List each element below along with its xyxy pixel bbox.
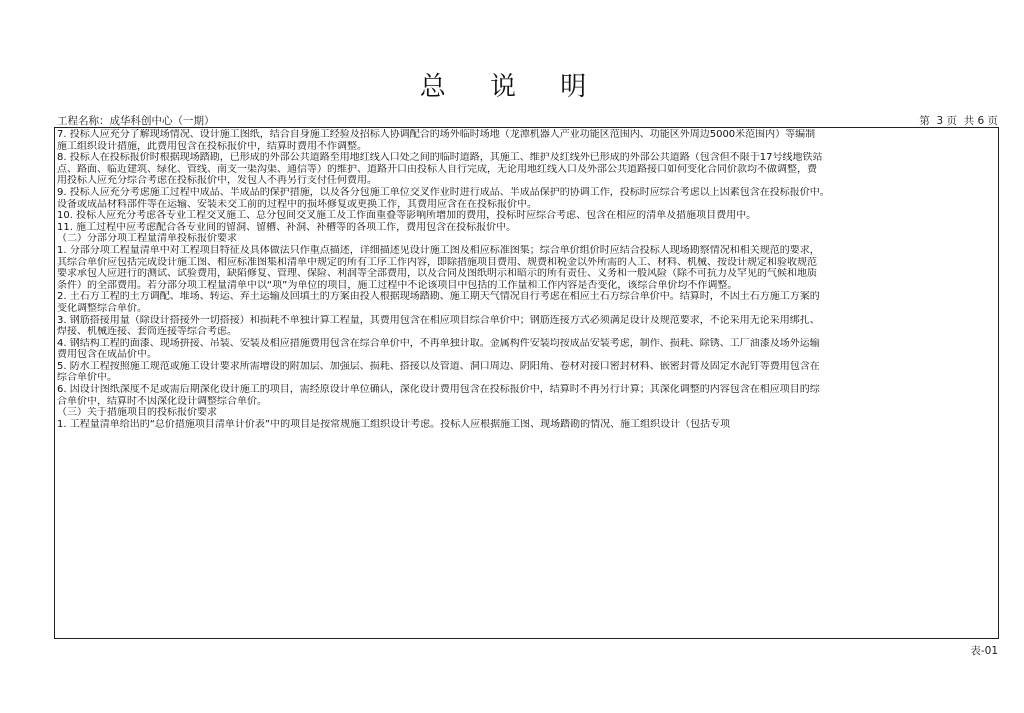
page-number: 第 3 页 共 6 页 [919, 115, 998, 127]
section-heading: （二）分部分项工程量清单投标报价要求 [57, 233, 237, 245]
description-box [54, 127, 999, 639]
text-line: 1. 分部分项工程量清单中对工程项目特征及具体做法只作重点描述，详细描述见设计施工图及相应标准图集；综合单价组价时应结合投标人现场勘察情况和相关规范的要求， [57, 244, 820, 256]
text-line: 设备或成品材料部件等在运输、安装未交工前的过程中的损坏修复或更换工作，其费用应含在在投标报价中。 [57, 198, 537, 210]
text-line: 8. 投标人在投标报价时根据现场踏勘，已形成的外部公共道路至用地红线入口处之间的临时道路，其施工、维护及红线外已形成的外部公共道路（包含但不限于17号线地铁站 [57, 152, 823, 164]
text-line: 费用包含在成品价中。 [57, 349, 157, 361]
text-line: 综合单价中。 [57, 372, 117, 384]
page-title: 总 说 明 [419, 72, 605, 102]
text-line: 3. 钢筋搭接用量（除设计搭接外一切搭接）和损耗不单独计算工程量，其费用包含在相应项目综合单价中；钢筋连接方式必须满足设计及规范要求，不论采用无论采用绑扎、 [57, 314, 820, 326]
text-line: 5. 防水工程按照施工规范或施工设计要求所需增设的附加层、加强层、损耗、搭接以及管道、洞口周边、阴阳角、卷材对接口密封材料、嵌密封膏及固定水泥钉等费用包含在 [57, 360, 820, 372]
project-name: 工程名称：成华科创中心（一期） [57, 115, 215, 127]
text-line: 6. 因设计图纸深度不足或需后期深化设计施工的项目，需经原设计单位确认，深化设计费用包含在投标报价中，结算时不再另行计算；其深化调整的内容包含在相应项目的综 [57, 384, 820, 396]
text-line: 1. 工程量清单给出的“总价措施项目清单计价表”中的项目是按常规施工组织设计考虑。投标人应根据施工图、现场踏勘的情况、施工组织设计（包括专项 [57, 418, 731, 430]
text-line: 4. 钢结构工程的面漆、现场拼接、吊装、安装及相应措施费用包含在综合单价中，不再单独计取。金属构件安装均按成品安装考虑，制作、损耗、除锈、工厂油漆及场外运输 [57, 337, 820, 349]
text-line: 7. 投标人应充分了解现场情况、设计施工图纸，结合自身施工经验及招标人协调配合的场外临时场地（龙潭机器人产业功能区范围内、功能区外周边5000米范围内）等编制 [57, 129, 816, 140]
text-line: 10. 投标人应充分考虑各专业工程交叉施工、总分包间交叉施工及工作面重叠等影响所增加的费用，投标时应综合考虑、包含在相应的清单及措施项目费用中。 [57, 210, 757, 222]
text-line: 合单价中，结算时不因深化设计调整综合单价。 [57, 395, 267, 407]
section-heading: （三）关于措施项目的投标报价要求 [57, 407, 217, 419]
text-line: 焊接、机械连接、套筒连接等综合考虑。 [57, 326, 237, 338]
text-line: 用投标人应充分综合考虑在投标报价中，发包人不再另行支付任何费用。 [57, 175, 377, 187]
text-line: 其综合单价应包括完成设计施工图、相应标准图集和清单中规定的所有工序工作内容，即除措施项目费用、规费和税金以外所需的人工、材料、机械、按设计规定和验收规范 [57, 256, 817, 268]
text-line: 2. 土石方工程的土方调配、堆场、转运、弃土运输及回填土的方案由投人根据现场踏勘、施工期天气情况自行考虑在相应土石方综合单价中。结算时，不因土石方施工方案的 [57, 291, 820, 303]
text-line: 11. 施工过程中应考虑配合各专业间的留洞、留槽、补洞、补槽等的各项工作，费用包含在投标报价中。 [57, 221, 517, 233]
text-line: 9. 投标人应充分考虑施工过程中成品、半成品的保护措施，以及各分包施工单位交叉作业时进行成品、半成品保护的协调工作，投标时应综合考虑以上因素包含在投标报价中。 [57, 186, 830, 198]
text-line: 变化调整综合单价。 [57, 302, 147, 314]
table-number: 表-01 [970, 645, 998, 657]
text-line: 点、路面、临近建筑、绿化、管线、南支一渠沟渠、通信等）的维护、道路开口由投标人自行完成，无论用地红线入口及外部公共道路接口如何变化合同价款均不做调整，费 [57, 163, 817, 175]
text-line: 条件）的全部费用。若分部分项工程量清单中以“项”为单位的项目，施工过程中不论该项目中包括的工作量和工作内容是否变化，该综合单价均不作调整。 [57, 279, 738, 291]
text-line: 要求承包人应进行的测试、试验费用，缺陷修复、管理、保险、利润等全部费用，以及合同及图纸明示和暗示的所有责任、义务和一般风险（除不可抗力及罕见的气候和地质 [57, 268, 817, 280]
text-line: 施工组织设计措施，此费用包含在投标报价中，结算时费用不作调整。 [57, 140, 367, 152]
